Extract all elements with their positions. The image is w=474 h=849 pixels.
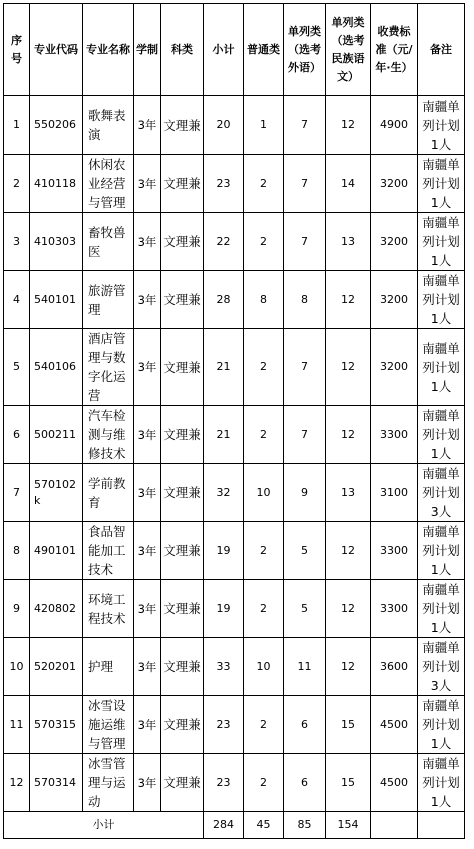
- header-tuition: 收费标准（元/年·生）: [371, 4, 418, 96]
- cell-single-minority: 14: [326, 155, 371, 213]
- cell-code: 410118: [30, 155, 83, 213]
- cell-subtotal: 21: [204, 329, 244, 406]
- total-remark: [418, 812, 465, 839]
- cell-category: 文理兼: [161, 155, 204, 213]
- header-row: [4, 4, 465, 96]
- cell-duration: 3年: [134, 638, 161, 696]
- table-row: [4, 96, 465, 155]
- cell-category: 文理兼: [161, 522, 204, 580]
- cell-single-minority: 12: [326, 522, 371, 580]
- cell-tuition: 3200: [371, 329, 418, 406]
- cell-remark: 南疆单列计划1人: [418, 754, 465, 812]
- cell-category: 文理兼: [161, 696, 204, 754]
- cell-general: 2: [244, 155, 284, 213]
- cell-subtotal: 21: [204, 406, 244, 464]
- cell-tuition: 4900: [371, 96, 418, 155]
- cell-tuition: 4500: [371, 696, 418, 754]
- cell-duration: 3年: [134, 580, 161, 638]
- table-row: [4, 213, 465, 271]
- cell-category: 文理兼: [161, 754, 204, 812]
- cell-major: 歌舞表演: [83, 96, 134, 155]
- total-single-minority: 154: [326, 812, 371, 839]
- cell-general: 8: [244, 271, 284, 329]
- table-row: [4, 696, 465, 754]
- cell-major: 休闲农业经营与管理: [83, 155, 134, 213]
- cell-general: 10: [244, 464, 284, 522]
- cell-category: 文理兼: [161, 580, 204, 638]
- header-remark: 备注: [418, 4, 465, 96]
- cell-single-minority: 15: [326, 754, 371, 812]
- cell-seq: 7: [4, 464, 30, 522]
- cell-major: 旅游管理: [83, 271, 134, 329]
- cell-duration: 3年: [134, 329, 161, 406]
- table-row: [4, 638, 465, 696]
- cell-remark: 南疆单列计划3人: [418, 638, 465, 696]
- cell-subtotal: 32: [204, 464, 244, 522]
- cell-single-foreign: 7: [284, 329, 326, 406]
- cell-remark: 南疆单列计划1人: [418, 696, 465, 754]
- cell-single-foreign: 6: [284, 696, 326, 754]
- header-code: 专业代码: [30, 4, 83, 96]
- cell-code: 520201: [30, 638, 83, 696]
- cell-single-minority: 12: [326, 406, 371, 464]
- cell-code: 490101: [30, 522, 83, 580]
- table-row: [4, 580, 465, 638]
- cell-single-foreign: 11: [284, 638, 326, 696]
- cell-single-foreign: 9: [284, 464, 326, 522]
- cell-code: 540101: [30, 271, 83, 329]
- cell-code: 570102k: [30, 464, 83, 522]
- cell-duration: 3年: [134, 271, 161, 329]
- cell-tuition: 3200: [371, 271, 418, 329]
- total-tuition: [371, 812, 418, 839]
- cell-single-foreign: 7: [284, 96, 326, 155]
- cell-tuition: 4500: [371, 754, 418, 812]
- cell-major: 酒店管理与数字化运营: [83, 329, 134, 406]
- cell-general: 1: [244, 96, 284, 155]
- cell-subtotal: 33: [204, 638, 244, 696]
- cell-major: 护理: [83, 638, 134, 696]
- cell-single-foreign: 5: [284, 580, 326, 638]
- cell-major: 环境工程技术: [83, 580, 134, 638]
- table-row: [4, 406, 465, 464]
- cell-category: 文理兼: [161, 213, 204, 271]
- header-seq: 序号: [4, 4, 30, 96]
- table-body: [4, 96, 465, 812]
- cell-tuition: 3300: [371, 580, 418, 638]
- header-general: 普通类: [244, 4, 284, 96]
- table-row: [4, 464, 465, 522]
- cell-single-foreign: 7: [284, 406, 326, 464]
- cell-code: 540106: [30, 329, 83, 406]
- cell-duration: 3年: [134, 213, 161, 271]
- cell-subtotal: 23: [204, 696, 244, 754]
- cell-duration: 3年: [134, 406, 161, 464]
- cell-major: 食品智能加工技术: [83, 522, 134, 580]
- cell-remark: 南疆单列计划1人: [418, 329, 465, 406]
- cell-category: 文理兼: [161, 271, 204, 329]
- cell-single-minority: 12: [326, 638, 371, 696]
- cell-remark: 南疆单列计划3人: [418, 464, 465, 522]
- cell-single-foreign: 6: [284, 754, 326, 812]
- cell-code: 500211: [30, 406, 83, 464]
- cell-duration: 3年: [134, 696, 161, 754]
- cell-general: 2: [244, 580, 284, 638]
- cell-major: 学前教育: [83, 464, 134, 522]
- cell-single-foreign: 7: [284, 213, 326, 271]
- cell-seq: 1: [4, 96, 30, 155]
- cell-single-minority: 12: [326, 580, 371, 638]
- cell-duration: 3年: [134, 464, 161, 522]
- cell-seq: 10: [4, 638, 30, 696]
- cell-subtotal: 23: [204, 754, 244, 812]
- cell-single-minority: 12: [326, 96, 371, 155]
- cell-single-minority: 12: [326, 329, 371, 406]
- header-major: 专业名称: [83, 4, 134, 96]
- cell-single-minority: 12: [326, 271, 371, 329]
- cell-general: 2: [244, 329, 284, 406]
- cell-category: 文理兼: [161, 329, 204, 406]
- cell-subtotal: 22: [204, 213, 244, 271]
- cell-code: 420802: [30, 580, 83, 638]
- cell-duration: 3年: [134, 155, 161, 213]
- cell-tuition: 3300: [371, 406, 418, 464]
- table-row: [4, 522, 465, 580]
- cell-duration: 3年: [134, 754, 161, 812]
- cell-general: 2: [244, 406, 284, 464]
- cell-seq: 12: [4, 754, 30, 812]
- cell-major: 冰雪管理与运动: [83, 754, 134, 812]
- cell-single-foreign: 5: [284, 522, 326, 580]
- cell-category: 文理兼: [161, 638, 204, 696]
- cell-remark: 南疆单列计划1人: [418, 155, 465, 213]
- cell-remark: 南疆单列计划1人: [418, 271, 465, 329]
- cell-tuition: 3100: [371, 464, 418, 522]
- table-row: [4, 155, 465, 213]
- cell-subtotal: 20: [204, 96, 244, 155]
- cell-single-minority: 13: [326, 213, 371, 271]
- cell-tuition: 3200: [371, 155, 418, 213]
- cell-subtotal: 23: [204, 155, 244, 213]
- total-row: [4, 812, 465, 839]
- cell-category: 文理兼: [161, 464, 204, 522]
- table-row: [4, 271, 465, 329]
- header-single-minority: 单列类（选考民族语文）: [326, 4, 371, 96]
- cell-remark: 南疆单列计划1人: [418, 522, 465, 580]
- cell-remark: 南疆单列计划1人: [418, 580, 465, 638]
- cell-category: 文理兼: [161, 406, 204, 464]
- cell-seq: 2: [4, 155, 30, 213]
- cell-remark: 南疆单列计划1人: [418, 96, 465, 155]
- total-label: 小计: [4, 812, 204, 839]
- cell-tuition: 3600: [371, 638, 418, 696]
- cell-seq: 6: [4, 406, 30, 464]
- cell-code: 570315: [30, 696, 83, 754]
- cell-general: 2: [244, 213, 284, 271]
- cell-general: 2: [244, 522, 284, 580]
- cell-single-minority: 13: [326, 464, 371, 522]
- cell-remark: 南疆单列计划1人: [418, 213, 465, 271]
- cell-code: 410303: [30, 213, 83, 271]
- table-row: [4, 754, 465, 812]
- cell-duration: 3年: [134, 96, 161, 155]
- cell-single-foreign: 8: [284, 271, 326, 329]
- cell-duration: 3年: [134, 522, 161, 580]
- cell-code: 550206: [30, 96, 83, 155]
- cell-major: 畜牧兽医: [83, 213, 134, 271]
- header-duration: 学制: [134, 4, 161, 96]
- cell-remark: 南疆单列计划1人: [418, 406, 465, 464]
- total-general: 45: [244, 812, 284, 839]
- header-subtotal: 小计: [204, 4, 244, 96]
- cell-code: 570314: [30, 754, 83, 812]
- cell-single-foreign: 7: [284, 155, 326, 213]
- cell-category: 文理兼: [161, 96, 204, 155]
- cell-general: 10: [244, 638, 284, 696]
- cell-seq: 3: [4, 213, 30, 271]
- cell-seq: 4: [4, 271, 30, 329]
- cell-tuition: 3300: [371, 522, 418, 580]
- cell-major: 汽车检测与维修技术: [83, 406, 134, 464]
- cell-general: 2: [244, 696, 284, 754]
- cell-tuition: 3200: [371, 213, 418, 271]
- header-category: 科类: [161, 4, 204, 96]
- cell-general: 2: [244, 754, 284, 812]
- cell-single-minority: 15: [326, 696, 371, 754]
- cell-seq: 11: [4, 696, 30, 754]
- cell-seq: 5: [4, 329, 30, 406]
- cell-seq: 9: [4, 580, 30, 638]
- cell-subtotal: 19: [204, 522, 244, 580]
- enrollment-plan-table: [3, 3, 465, 839]
- total-single-foreign: 85: [284, 812, 326, 839]
- total-subtotal: 284: [204, 812, 244, 839]
- cell-major: 冰雪设施运维与管理: [83, 696, 134, 754]
- cell-subtotal: 19: [204, 580, 244, 638]
- cell-seq: 8: [4, 522, 30, 580]
- enrollment-plan-table-container: [3, 3, 465, 839]
- header-single-foreign: 单列类（选考外语）: [284, 4, 326, 96]
- cell-subtotal: 28: [204, 271, 244, 329]
- table-row: [4, 329, 465, 406]
